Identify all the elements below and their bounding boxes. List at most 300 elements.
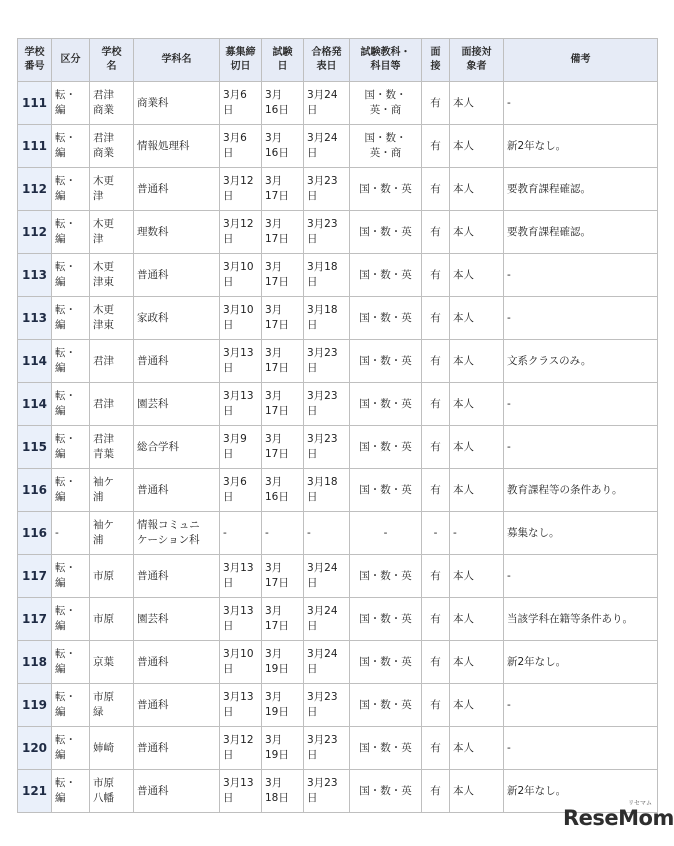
cell-line: 国・数・英 (359, 182, 412, 195)
cell-interview: 有 (422, 211, 450, 254)
cell-interview-target: 本人 (450, 168, 504, 211)
cell-line: 17日 (265, 276, 289, 288)
cell-line: 編 (55, 792, 66, 804)
cell-line: 編 (55, 190, 66, 202)
cell-school-name (90, 598, 134, 641)
cell-line: 編 (55, 448, 66, 460)
cell-result-date (304, 168, 350, 211)
table-row (18, 211, 658, 254)
cell-line: 3月23 (307, 175, 338, 187)
cell-exam-date (262, 555, 304, 598)
cell-exam-date (262, 297, 304, 340)
resemom-logo: ReseMom (563, 806, 674, 830)
cell-line: 3月 (265, 175, 283, 187)
cell-line: 国・数・英 (359, 225, 412, 238)
table-row (18, 770, 658, 813)
cell-line: 日 (307, 577, 318, 589)
cell-subjects (350, 168, 422, 211)
cell-line: 3月23 (307, 390, 338, 402)
cell-line: 津東 (93, 319, 114, 331)
cell-line: 3月 (265, 347, 283, 359)
cell-category (52, 598, 90, 641)
header-interview-target (450, 39, 504, 82)
cell-subjects (350, 82, 422, 125)
cell-department (134, 82, 220, 125)
cell-deadline (220, 770, 262, 813)
cell-line: 日 (307, 319, 318, 331)
cell-interview-target: 本人 (450, 426, 504, 469)
cell-category (52, 684, 90, 727)
cell-line: 君津 (93, 89, 114, 101)
cell-category (52, 641, 90, 684)
cell-notes: - (504, 727, 658, 770)
table-row (18, 383, 658, 426)
cell-line: 転・ (55, 648, 76, 660)
cell-line: 総合学科 (137, 440, 179, 453)
cell-notes: 新2年なし。 (504, 641, 658, 684)
cell-line: 面 (430, 47, 441, 58)
cell-school-name (90, 340, 134, 383)
cell-subjects (350, 727, 422, 770)
cell-line: 市原 (93, 569, 114, 582)
cell-line: 日 (307, 749, 318, 761)
cell-line: 3月13 (223, 390, 254, 402)
cell-line: 普通科 (137, 698, 169, 711)
cell-subjects (350, 211, 422, 254)
cell-line: 国・数・英 (359, 483, 412, 496)
cell-line: 普通科 (137, 268, 169, 281)
cell-line: 園芸科 (137, 397, 169, 410)
cell-line: - (307, 526, 311, 539)
cell-line: 転・ (55, 261, 76, 273)
cell-interview: 有 (422, 684, 450, 727)
cell-line: 浦 (93, 534, 104, 546)
cell-line: 3月 (265, 89, 283, 101)
cell-line: 市原 (93, 777, 114, 789)
cell-line: 日 (307, 405, 318, 417)
cell-line: 君津 (93, 433, 114, 445)
cell-line: 募集締 (225, 47, 256, 58)
cell-line: 備考 (570, 54, 591, 65)
cell-exam-date (262, 125, 304, 168)
table-row (18, 598, 658, 641)
cell-interview-target: - (450, 512, 504, 555)
cell-interview: 有 (422, 469, 450, 512)
cell-interview: 有 (422, 770, 450, 813)
cell-deadline (220, 641, 262, 684)
cell-line: 転・ (55, 175, 76, 187)
cell-subjects (350, 383, 422, 426)
cell-line: 編 (55, 706, 66, 718)
cell-line: 17日 (265, 233, 289, 245)
cell-line: 転・ (55, 777, 76, 789)
cell-school-number: 115 (18, 426, 52, 469)
cell-interview: 有 (422, 340, 450, 383)
cell-notes: 新2年なし。 (504, 770, 658, 813)
cell-line: 科目等 (370, 61, 401, 72)
cell-line: 17日 (265, 362, 289, 374)
cell-deadline (220, 555, 262, 598)
cell-line: 3月24 (307, 648, 338, 660)
cell-line: 君津 (93, 132, 114, 144)
cell-interview: 有 (422, 168, 450, 211)
cell-notes: - (504, 297, 658, 340)
cell-department (134, 770, 220, 813)
cell-department (134, 469, 220, 512)
cell-line: 18日 (265, 792, 289, 804)
cell-line: 転・ (55, 218, 76, 230)
cell-line: 国・数・ (364, 132, 407, 144)
cell-exam-date (262, 168, 304, 211)
cell-line: 緑 (93, 706, 104, 718)
cell-line: 編 (55, 491, 66, 503)
header-school-number (18, 39, 52, 82)
cell-school-number: 114 (18, 383, 52, 426)
cell-line: 国・数・英 (359, 354, 412, 367)
cell-line: 英・商 (369, 104, 402, 116)
cell-school-name (90, 82, 134, 125)
cell-line: 日 (307, 104, 318, 116)
cell-deadline (220, 125, 262, 168)
header-school-name (90, 39, 134, 82)
cell-deadline (220, 512, 262, 555)
header-deadline (220, 39, 262, 82)
cell-line: 転・ (55, 347, 76, 359)
cell-line: 日 (223, 276, 234, 288)
cell-department (134, 340, 220, 383)
table-row (18, 641, 658, 684)
cell-line: 区分 (60, 54, 81, 65)
cell-notes: 募集なし。 (504, 512, 658, 555)
cell-line: 3月13 (223, 562, 254, 574)
table-row (18, 82, 658, 125)
cell-line: 編 (55, 405, 66, 417)
header-interview (422, 39, 450, 82)
cell-line: 普通科 (137, 182, 169, 195)
cell-line: 転・ (55, 562, 76, 574)
cell-line: 青葉 (93, 448, 114, 460)
logo-ruby: リセマム (628, 800, 652, 807)
cell-line: 3月24 (307, 132, 338, 144)
cell-school-name (90, 125, 134, 168)
cell-line: 転・ (55, 605, 76, 617)
cell-subjects (350, 297, 422, 340)
cell-interview: 有 (422, 641, 450, 684)
cell-line: 3月13 (223, 691, 254, 703)
cell-line: 日 (223, 491, 234, 503)
cell-school-name (90, 168, 134, 211)
cell-result-date (304, 684, 350, 727)
cell-line: 17日 (265, 577, 289, 589)
cell-school-name (90, 469, 134, 512)
cell-line: 日 (223, 792, 234, 804)
cell-line: 3月24 (307, 562, 338, 574)
cell-department (134, 297, 220, 340)
cell-deadline (220, 598, 262, 641)
cell-result-date (304, 469, 350, 512)
cell-line: 編 (55, 276, 66, 288)
cell-line: 3月 (265, 648, 283, 660)
cell-line: 3月18 (307, 261, 338, 273)
cell-subjects (350, 684, 422, 727)
cell-line: 19日 (265, 706, 289, 718)
cell-deadline (220, 340, 262, 383)
table-body (18, 82, 658, 813)
table-row (18, 168, 658, 211)
cell-line: 学校 (101, 47, 122, 58)
cell-notes: 教育課程等の条件あり。 (504, 469, 658, 512)
cell-line: 園芸科 (137, 612, 169, 625)
cell-line: 日 (223, 706, 234, 718)
cell-line: 3月6 (223, 89, 247, 101)
cell-exam-date (262, 426, 304, 469)
table-row (18, 125, 658, 168)
cell-line: 津 (93, 190, 104, 202)
cell-department (134, 641, 220, 684)
cell-line: 転・ (55, 390, 76, 402)
cell-interview-target: 本人 (450, 770, 504, 813)
cell-category (52, 426, 90, 469)
cell-line: 3月18 (307, 304, 338, 316)
cell-line: 3月 (265, 691, 283, 703)
cell-school-number: 112 (18, 168, 52, 211)
cell-interview-target: 本人 (450, 211, 504, 254)
cell-line: 国・数・英 (359, 311, 412, 324)
table-header (18, 39, 658, 82)
cell-school-number: 119 (18, 684, 52, 727)
cell-line: 3月 (265, 734, 283, 746)
cell-subjects (350, 555, 422, 598)
cell-interview: 有 (422, 727, 450, 770)
cell-line: 3月 (265, 777, 283, 789)
table-row (18, 469, 658, 512)
cell-line: - (55, 526, 59, 539)
cell-line: 日 (307, 620, 318, 632)
cell-line: 普通科 (137, 741, 169, 754)
cell-line: 3月12 (223, 218, 254, 230)
cell-deadline (220, 254, 262, 297)
cell-result-date (304, 512, 350, 555)
cell-result-date (304, 297, 350, 340)
header-row (18, 39, 658, 82)
header-result-date (304, 39, 350, 82)
cell-line: 情報コミュニ (137, 519, 200, 531)
cell-line: 普通科 (137, 483, 169, 496)
cell-result-date (304, 383, 350, 426)
cell-line: 国・数・英 (359, 612, 412, 625)
cell-school-number: 111 (18, 125, 52, 168)
cell-school-number: 117 (18, 555, 52, 598)
cell-deadline (220, 684, 262, 727)
cell-deadline (220, 82, 262, 125)
cell-subjects (350, 770, 422, 813)
cell-line: 日 (307, 663, 318, 675)
cell-line: 編 (55, 104, 66, 116)
cell-interview-target: 本人 (450, 555, 504, 598)
cell-line: 3月23 (307, 734, 338, 746)
cell-line: 日 (307, 147, 318, 159)
cell-line: 3月 (265, 132, 283, 144)
cell-school-number: 114 (18, 340, 52, 383)
header-subjects (350, 39, 422, 82)
cell-subjects (350, 641, 422, 684)
cell-deadline (220, 211, 262, 254)
cell-line: - (265, 526, 269, 539)
cell-line: 3月6 (223, 476, 247, 488)
cell-deadline (220, 469, 262, 512)
cell-line: 木更 (93, 261, 114, 273)
cell-line: 国・数・英 (359, 655, 412, 668)
cell-line: - (223, 526, 227, 539)
cell-subjects (350, 469, 422, 512)
cell-notes: - (504, 426, 658, 469)
cell-interview-target: 本人 (450, 383, 504, 426)
cell-result-date (304, 254, 350, 297)
cell-category (52, 297, 90, 340)
cell-line: 17日 (265, 405, 289, 417)
cell-line: 日 (223, 620, 234, 632)
cell-line: 君津 (93, 354, 114, 367)
cell-line: 切日 (230, 61, 251, 72)
cell-line: 市原 (93, 691, 114, 703)
cell-deadline (220, 426, 262, 469)
cell-line: 3月 (265, 261, 283, 273)
cell-department (134, 426, 220, 469)
cell-category (52, 770, 90, 813)
cell-interview-target: 本人 (450, 254, 504, 297)
cell-line: 理数科 (137, 225, 169, 238)
header-department (134, 39, 220, 82)
cell-line: 日 (307, 190, 318, 202)
cell-exam-date (262, 383, 304, 426)
cell-line: 日 (307, 706, 318, 718)
cell-line: 番号 (24, 61, 45, 72)
cell-school-name (90, 297, 134, 340)
cell-line: 3月 (265, 433, 283, 445)
cell-department (134, 211, 220, 254)
cell-subjects (350, 426, 422, 469)
cell-line: ケーション科 (137, 534, 200, 546)
cell-line: 日 (223, 749, 234, 761)
cell-category (52, 469, 90, 512)
cell-department (134, 254, 220, 297)
header-exam-date (262, 39, 304, 82)
cell-line: 津 (93, 233, 104, 245)
cell-category (52, 727, 90, 770)
cell-line: 転・ (55, 433, 76, 445)
cell-line: 試験 (272, 47, 293, 58)
cell-result-date (304, 426, 350, 469)
cell-line: 日 (223, 362, 234, 374)
cell-interview-target: 本人 (450, 684, 504, 727)
cell-result-date (304, 82, 350, 125)
cell-notes: 新2年なし。 (504, 125, 658, 168)
cell-line: 転・ (55, 691, 76, 703)
cell-exam-date (262, 512, 304, 555)
cell-line: 3月9 (223, 433, 247, 445)
cell-line: 国・数・英 (359, 268, 412, 281)
cell-school-number: 120 (18, 727, 52, 770)
cell-line: 編 (55, 362, 66, 374)
cell-interview-target: 本人 (450, 727, 504, 770)
cell-line: 16日 (265, 104, 289, 116)
cell-line: 転・ (55, 304, 76, 316)
cell-school-number: 121 (18, 770, 52, 813)
cell-line: 3月10 (223, 304, 254, 316)
cell-line: 姉崎 (93, 741, 114, 754)
cell-line: 国・数・英 (359, 397, 412, 410)
table-row (18, 727, 658, 770)
cell-result-date (304, 598, 350, 641)
cell-interview-target: 本人 (450, 469, 504, 512)
cell-line: 国・数・英 (359, 569, 412, 582)
cell-line: 3月 (265, 562, 283, 574)
cell-line: 編 (55, 233, 66, 245)
table-row (18, 297, 658, 340)
cell-deadline (220, 168, 262, 211)
cell-result-date (304, 770, 350, 813)
cell-line: 転・ (55, 132, 76, 144)
cell-subjects (350, 125, 422, 168)
cell-exam-date (262, 598, 304, 641)
cell-department (134, 125, 220, 168)
cell-line: 日 (307, 276, 318, 288)
cell-line: 3月12 (223, 734, 254, 746)
cell-result-date (304, 340, 350, 383)
cell-interview: 有 (422, 82, 450, 125)
cell-line: 名 (106, 61, 117, 72)
cell-interview: 有 (422, 254, 450, 297)
cell-exam-date (262, 254, 304, 297)
cell-interview: 有 (422, 297, 450, 340)
cell-interview: 有 (422, 555, 450, 598)
cell-interview-target: 本人 (450, 641, 504, 684)
cell-exam-date (262, 684, 304, 727)
cell-line: 袖ケ (93, 476, 114, 488)
cell-line: 3月13 (223, 347, 254, 359)
cell-line: 16日 (265, 147, 289, 159)
cell-line: 国・数・英 (359, 784, 412, 797)
table-row (18, 254, 658, 297)
cell-result-date (304, 125, 350, 168)
cell-line: 3月13 (223, 605, 254, 617)
cell-line: 表日 (316, 61, 337, 72)
table-row (18, 684, 658, 727)
transfer-exam-table (17, 38, 658, 813)
cell-exam-date (262, 770, 304, 813)
cell-line: 日 (223, 448, 234, 460)
cell-interview-target: 本人 (450, 125, 504, 168)
cell-line: 17日 (265, 620, 289, 632)
table-row (18, 555, 658, 598)
cell-school-name (90, 641, 134, 684)
cell-category (52, 340, 90, 383)
cell-line: 17日 (265, 319, 289, 331)
cell-line: 3月23 (307, 218, 338, 230)
cell-department (134, 383, 220, 426)
cell-result-date (304, 555, 350, 598)
cell-interview: 有 (422, 125, 450, 168)
cell-notes: - (504, 82, 658, 125)
cell-line: 君津 (93, 397, 114, 410)
cell-line: 編 (55, 147, 66, 159)
cell-line: 面接対 (461, 47, 492, 58)
cell-school-number: 117 (18, 598, 52, 641)
cell-exam-date (262, 727, 304, 770)
cell-category (52, 82, 90, 125)
header-notes (504, 39, 658, 82)
cell-school-name (90, 426, 134, 469)
